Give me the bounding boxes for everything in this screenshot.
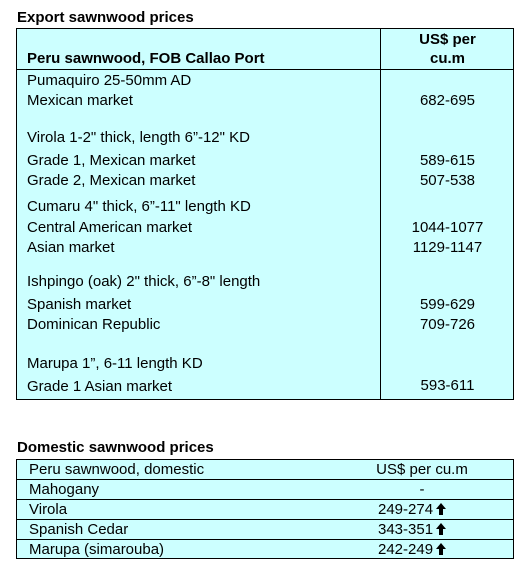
- export-header-right-2: cu.m: [429, 50, 465, 67]
- export-row-value: 1044-1077: [411, 219, 484, 236]
- export-row-value: 709-726: [419, 316, 476, 333]
- export-title: Export sawnwood prices: [17, 9, 194, 26]
- domestic-row-divider: [16, 539, 514, 540]
- export-row-value: 593-611: [420, 377, 475, 394]
- up-arrow-icon: [435, 543, 447, 555]
- export-row-label: Virola 1-2" thick, length 6”-12" KD: [27, 129, 250, 146]
- domestic-row-divider: [16, 479, 514, 480]
- export-column-divider: [380, 28, 381, 400]
- up-arrow-icon: [435, 503, 447, 515]
- export-row-value: 507-538: [419, 172, 476, 189]
- domestic-row-label: Spanish Cedar: [29, 521, 129, 538]
- export-row-label: Asian market: [27, 239, 115, 256]
- export-header-divider: [16, 69, 514, 70]
- domestic-row-value-wrap: [378, 501, 447, 519]
- export-row-label: Grade 2, Mexican market: [27, 172, 196, 189]
- export-row-value: 599-629: [419, 296, 476, 313]
- export-row-value: 589-615: [419, 152, 476, 169]
- domestic-row-value: 343-351: [378, 521, 434, 538]
- export-row-label: Grade 1 Asian market: [27, 378, 173, 395]
- export-row-label: Mexican market: [27, 92, 133, 109]
- export-row-label: Central American market: [27, 219, 193, 236]
- export-row-label: Dominican Republic: [27, 316, 161, 333]
- domestic-row-value: 249-274: [378, 501, 434, 518]
- domestic-row-value: 242-249: [378, 541, 434, 558]
- export-row-label: Spanish market: [27, 296, 132, 313]
- domestic-row-label: Marupa (simarouba): [29, 541, 165, 558]
- domestic-row-value-wrap: [378, 541, 447, 559]
- export-row-label: Cumaru 4" thick, 6”-11" length KD: [27, 198, 251, 215]
- export-row-value: 1129-1147: [412, 239, 483, 256]
- domestic-header-left: Peru sawnwood, domestic: [29, 461, 205, 478]
- domestic-row-divider: [16, 519, 514, 520]
- export-row-label: Marupa 1”, 6-11 length KD: [27, 355, 203, 372]
- domestic-row-label: Mahogany: [29, 481, 100, 498]
- domestic-row-label: Virola: [29, 501, 68, 518]
- domestic-title: Domestic sawnwood prices: [17, 439, 214, 456]
- export-row-label: Ishpingo (oak) 2" thick, 6”-8" length: [27, 273, 261, 290]
- export-row-value: 682-695: [419, 92, 476, 109]
- export-header-right-1: US$ per: [419, 31, 476, 48]
- domestic-row-divider: [16, 499, 514, 500]
- domestic-row-value-wrap: [378, 521, 447, 539]
- export-row-label: Pumaquiro 25-50mm AD: [27, 72, 192, 89]
- export-header-left: Peru sawnwood, FOB Callao Port: [27, 50, 265, 67]
- domestic-row-value: -: [419, 481, 425, 498]
- up-arrow-icon: [435, 523, 447, 535]
- export-row-label: Grade 1, Mexican market: [27, 152, 196, 169]
- domestic-header-right: US$ per cu.m: [376, 461, 468, 478]
